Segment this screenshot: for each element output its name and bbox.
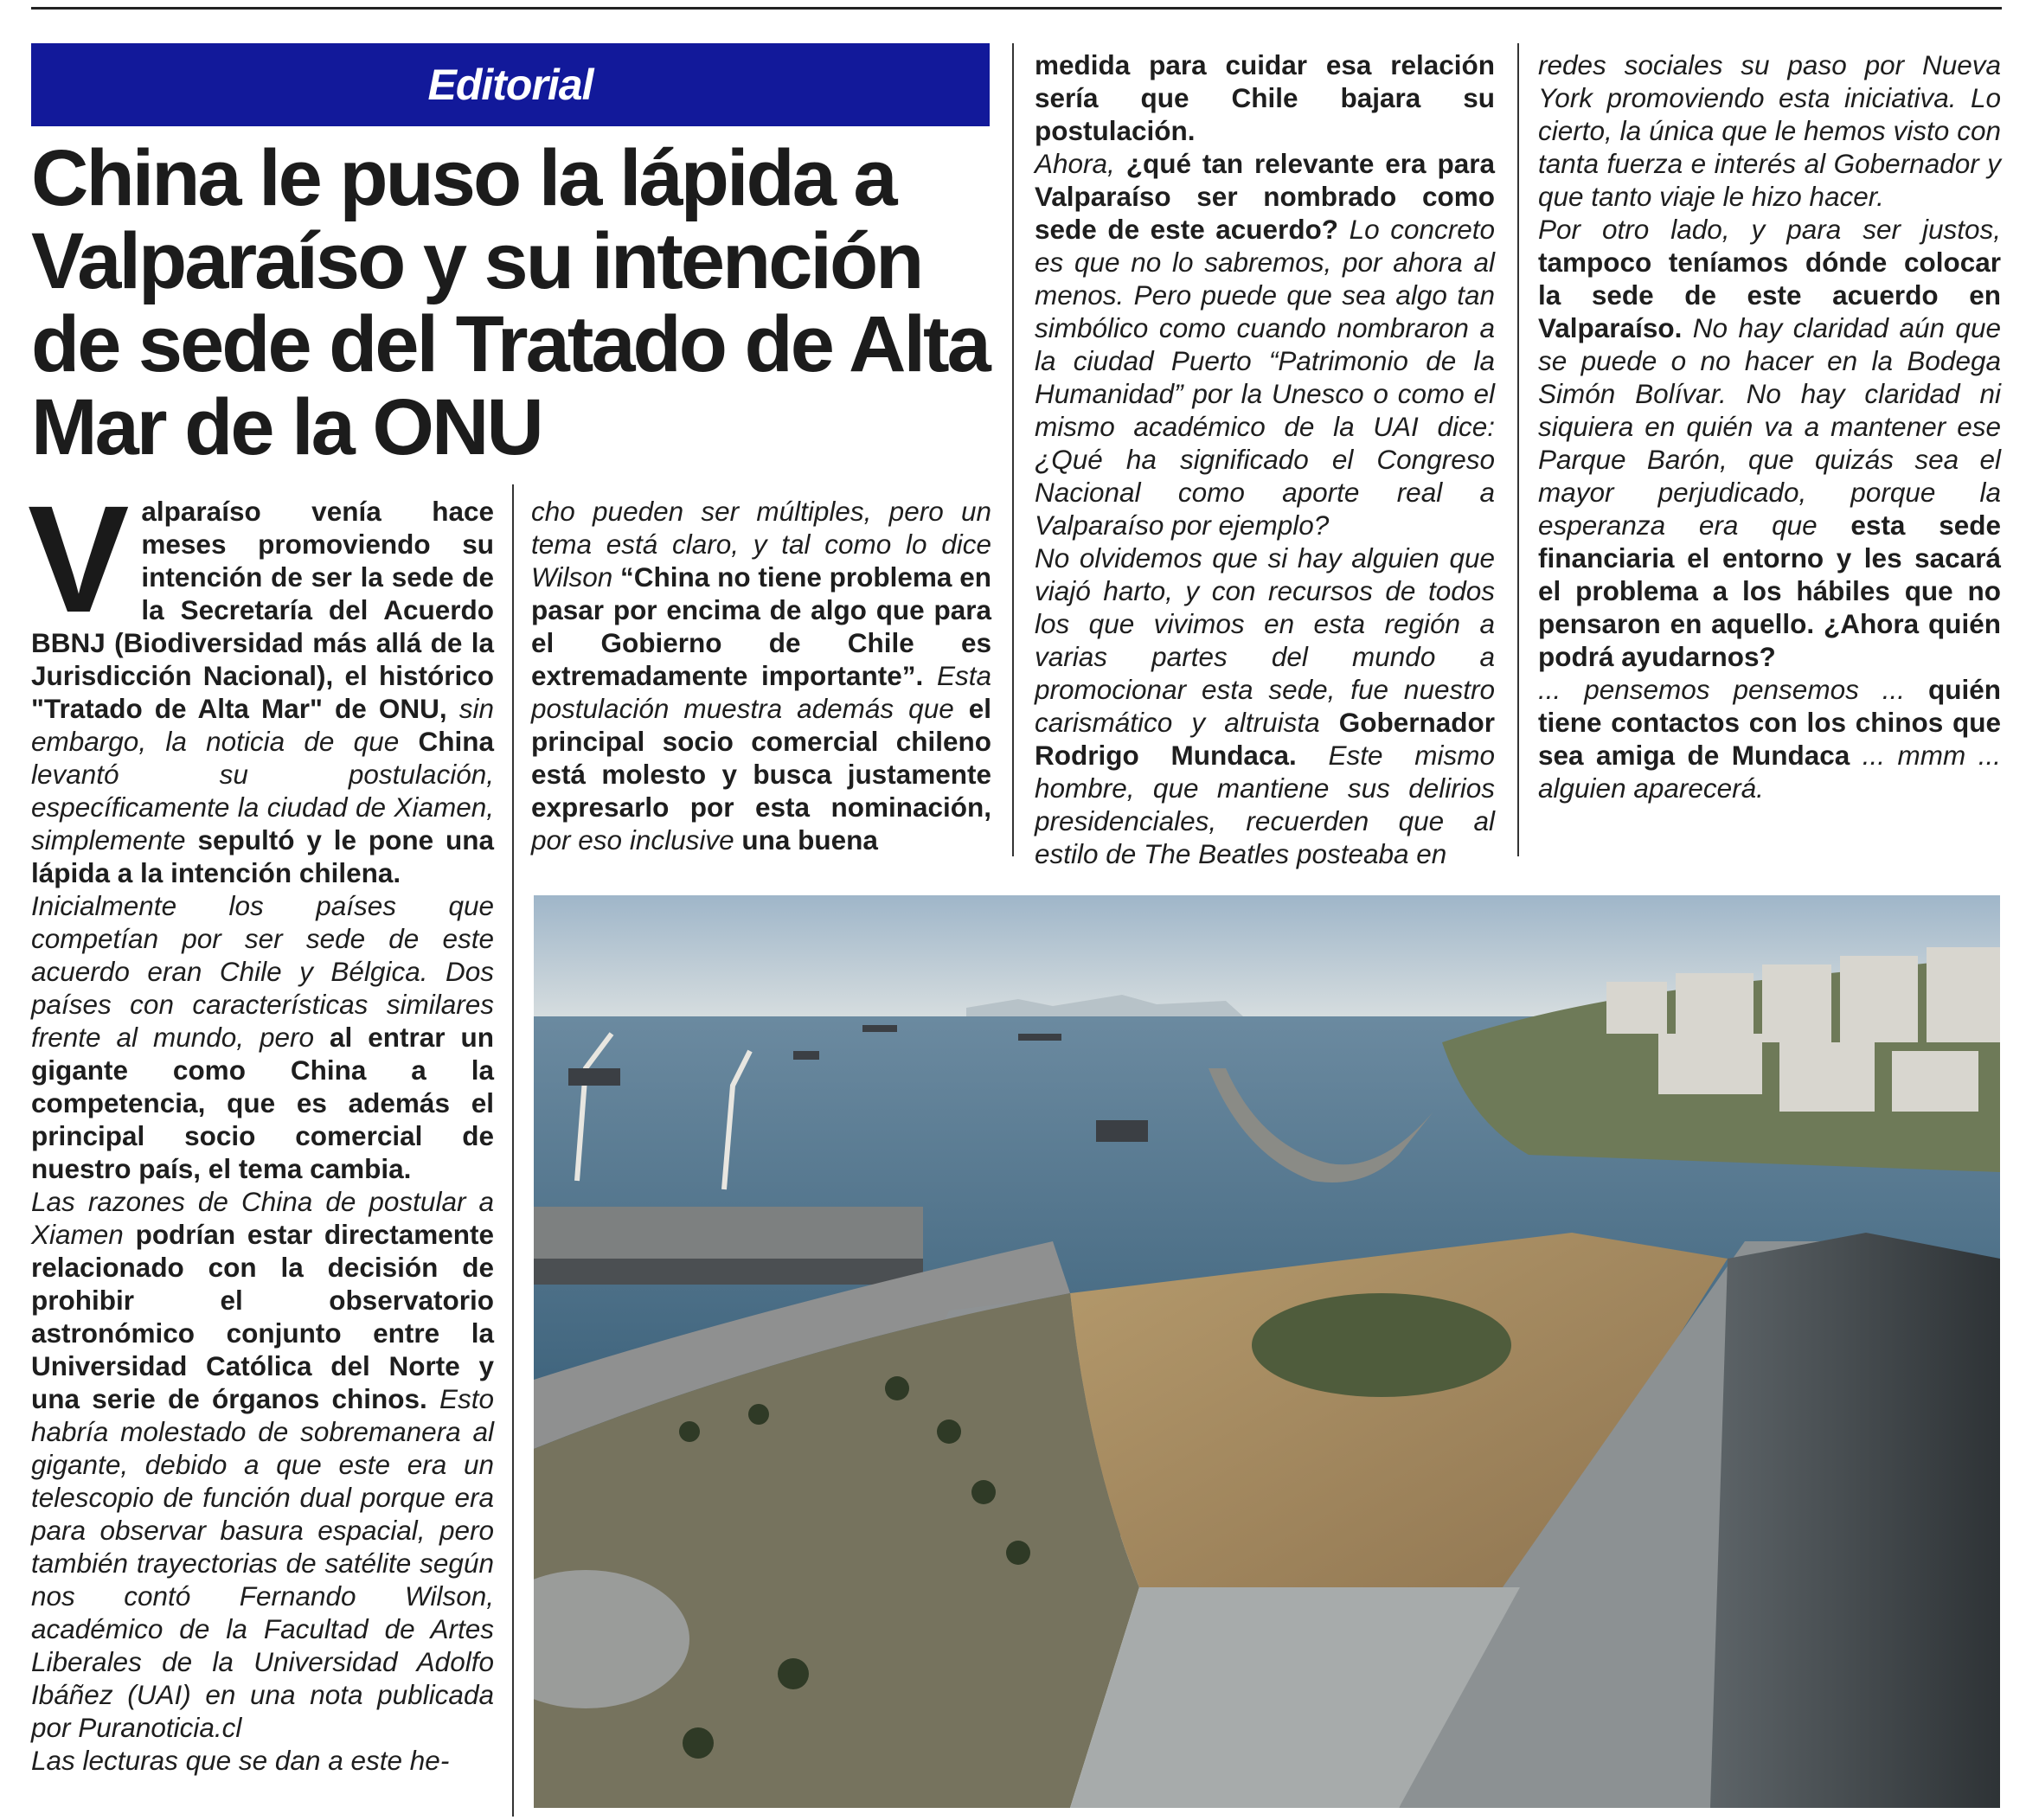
text-run: Gobernador Rodrigo Mundaca. — [1035, 707, 1495, 771]
text-run: sepultó y le pone una lápida a la intención chilena. — [31, 824, 494, 888]
column-divider — [1517, 43, 1519, 856]
text-run: “China no tiene problema en pasar por encima de algo que para el Gobierno de Chile es extremadamente importante”. — [531, 561, 991, 691]
text-run: Inicialmente los países que competían por ser sede de este acuerdo eran Chile y Bélgica. Dos países con características similares frente al mundo, pero — [31, 890, 494, 1053]
text-run: Este mismo hombre, que mantiene sus delirios presidenciales, recuerden que al estilo de The Beatles posteaba en — [1035, 740, 1496, 869]
text-run: el principal socio comercial chileno está molesto y busca justamente expresarlo por esta nominación, — [531, 693, 991, 823]
text-run: Las lecturas que se dan a este he- — [31, 1745, 450, 1776]
text-run: levantó su postulación, específicamente la ciudad de Xiamen, simplemente — [31, 759, 494, 856]
paragraph — [1035, 542, 1495, 870]
article-photo — [534, 895, 2000, 1808]
paragraph — [531, 495, 991, 856]
text-run: Lo concreto es que no lo sabremos, por ahora al menos. Pero puede que sea algo tan simbólico como cuando nombraron a la ciudad Puerto “Patrimonio de la Humanidad” por la Unesco o como el mismo académico de la UAI dice: ¿Qué ha significado el Congreso Nacional como aporte real a Valparaíso por ejemplo? — [1035, 214, 1496, 541]
text-run: alparaíso venía hace meses promoviendo su intención de ser la sede de la Secretaría del Acuerdo BBNJ (Biodiversidad más allá de la Jurisdicción Nacional), el histórico "Tratado de Alta Mar" de ONU, — [31, 496, 494, 724]
text-run: Las razones de China de postular a Xiamen — [31, 1186, 494, 1250]
text-run: ¿qué tan relevante era para Valparaíso ser nombrado como sede de este acuerdo? — [1035, 148, 1496, 245]
paragraph — [31, 1185, 494, 1777]
paragraph — [31, 889, 494, 1185]
drop-cap: V — [28, 475, 130, 644]
text-run: No olvidemos que si hay alguien que viajó harto, y con recursos de todos los que vivimos en esta región a varias partes del mundo a promocionar esta sede, fue nuestro carismático y altruista — [1035, 542, 1495, 738]
column-divider — [512, 484, 514, 1817]
text-run: tampoco teníamos dónde colocar la sede de este acuerdo en Valparaíso. — [1538, 247, 2001, 343]
paragraph — [1538, 213, 2001, 673]
article-column-4 — [1538, 48, 2001, 804]
harbor-park-photo — [534, 895, 2000, 1808]
text-run: sin embargo, la noticia de que — [31, 693, 494, 757]
text-run: No hay claridad aún que se puede o no hacer en la Bodega Simón Bolívar. No hay claridad ni siquiera en quién va a mantener ese Parque Barón, que quizás sea el mayor perjudicado, porque la esperanza era que — [1538, 312, 2001, 541]
section-banner: Editorial — [31, 43, 990, 126]
text-run: por eso inclusive — [531, 824, 742, 856]
text-run: ... mmm ... alguien aparecerá. — [1538, 740, 2001, 804]
text-run: quién tiene contactos con los chinos que sea amiga de Mundaca — [1538, 674, 2001, 771]
paragraph — [1538, 48, 2001, 213]
text-run: cho pueden ser múltiples, pero un tema está claro, y tal como lo dice Wilson — [531, 496, 991, 593]
text-run: una buena — [741, 824, 878, 856]
top-rule — [31, 7, 2002, 10]
text-run: al entrar un gigante como China a la competencia, que es además el principal socio comercial de nuestro país, el tema cambia. — [31, 1022, 494, 1184]
paragraph — [1035, 147, 1495, 542]
text-run: Esto habría molestado de sobremanera al gigante, debido a que este era un telescopio de función dual porque era para observar basura espacial, pero también trayectorias de satélite según nos contó Fernando Wilson, académico de la Facultad de Artes Liberales de la Universidad Adolfo Ibáñez (UAI) en una nota publicada por Puranoticia.cl — [31, 1383, 494, 1743]
article-column-1 — [28, 475, 494, 1777]
text-run: China — [418, 726, 494, 757]
text-run: podrían estar directamente relacionado con la decisión de prohibir el observatorio astronómico conjunto entre la Universidad Católica del Norte y una serie de órganos chinos. — [31, 1219, 494, 1414]
text-run: Esta postulación muestra además que — [531, 660, 991, 724]
article-column-2 — [531, 495, 991, 856]
headline: China le puso la lápida a Valparaíso y su intención de sede del Tratado de Alta Mar de la ONU — [31, 134, 989, 471]
text-run: medida para cuidar esa relación sería que Chile bajara su postulación. — [1035, 49, 1495, 146]
text-run: Ahora, — [1035, 148, 1126, 179]
text-run: redes sociales su paso por Nueva York promoviendo esta iniciativa. Lo cierto, la única que le hemos visto con tanta fuerza e interés al Gobernador y que tanto viaje le hizo hacer. — [1538, 49, 2001, 212]
text-run: ... pensemos pensemos ... — [1538, 674, 1928, 705]
column-divider — [1012, 43, 1014, 856]
text-run: esta sede financiaria el entorno y les sacará el problema a los hábiles que no pensaron en aquello. ¿Ahora quién podrá ayudarnos? — [1538, 509, 2001, 672]
text-run: Por otro lado, y para ser justos, — [1538, 214, 2001, 245]
paragraph — [1035, 48, 1495, 147]
paragraph — [1538, 673, 2001, 804]
article-column-3 — [1035, 48, 1495, 870]
